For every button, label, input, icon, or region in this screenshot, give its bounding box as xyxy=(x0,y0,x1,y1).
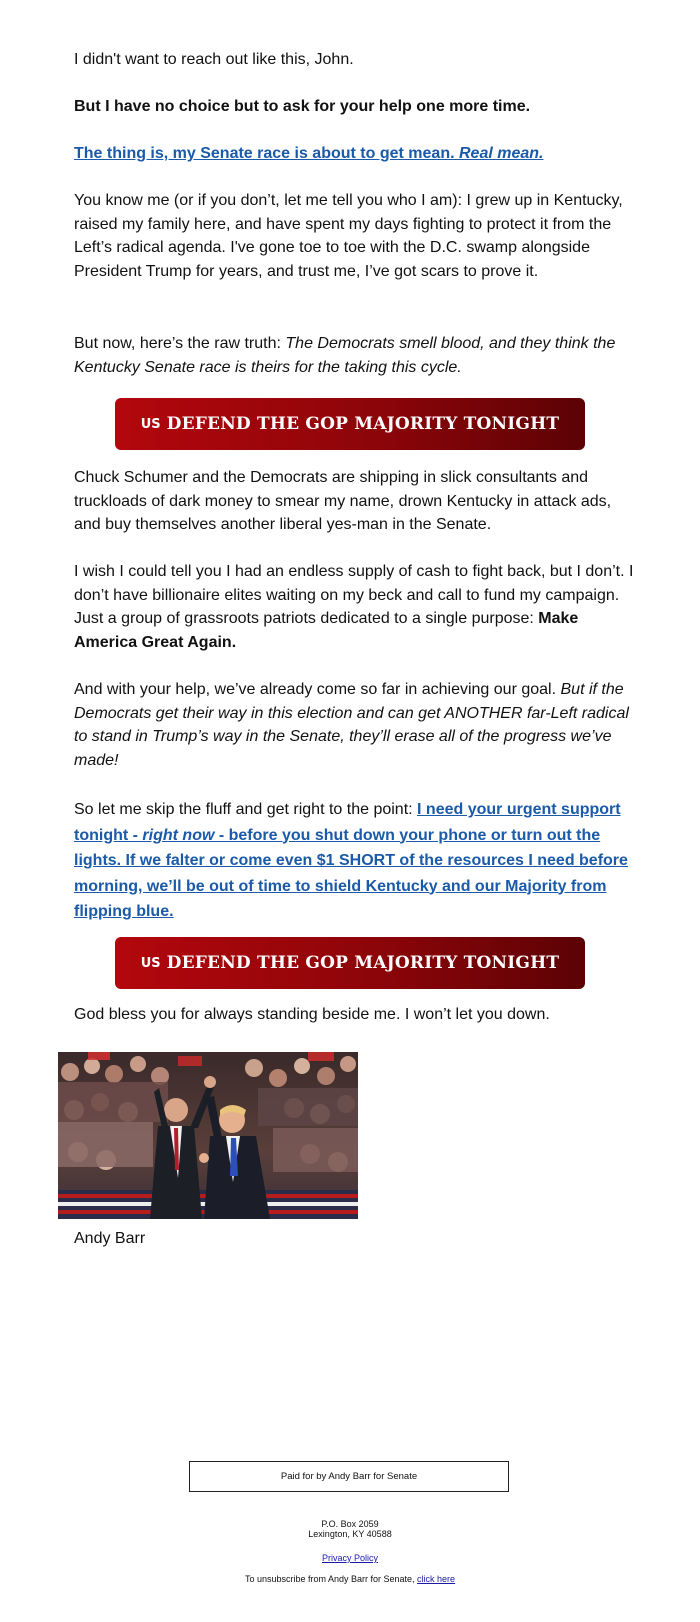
senate-race-paragraph xyxy=(74,142,634,166)
about-me-paragraph: You know me (or if you don’t, let me tell you who I am): I grew up in Kentucky, raised my family here, and have spent my days fighting to protect it from the Left’s radical agenda. I've gone toe to toe with the D.C. swamp alongside President Trump for years, and trust me, I’ve got scars to prove it. xyxy=(74,192,623,280)
privacy-policy-row xyxy=(0,1553,700,1563)
ask-paragraph: But I have no choice but to ask for your help one more time. xyxy=(74,98,531,115)
us-flag-icon: US xyxy=(140,955,161,971)
defend-gop-majority-button-2[interactable] xyxy=(115,937,585,989)
rally-photo-image xyxy=(58,1052,358,1219)
signature: Andy Barr xyxy=(74,1230,146,1247)
schumer-paragraph: Chuck Schumer and the Democrats are shipping in slick consultants and truckloads of dark money to smear my name, drown Kentucky in attack ads, and buy themselves another liberal yes-man in the Senate. xyxy=(74,469,612,533)
closing-paragraph: God bless you for always standing beside me. I won’t let you down. xyxy=(74,1006,550,1023)
unsubscribe-link[interactable]: click here xyxy=(417,1574,456,1584)
rally-photo xyxy=(58,1052,358,1219)
unsubscribe-row xyxy=(0,1574,700,1584)
cta-label: DEFEND THE GOP MAJORITY TONIGHT xyxy=(166,953,560,973)
progress-paragraph: And with your help, we’ve already come so far in achieving our goal. But if the Democrats get their way in this election and can get ANOTHER far-Left radical to stand in Trump’s way in the Senate, they’ll erase all of the progress we’ve made! xyxy=(74,681,629,769)
paid-for-disclaimer: Paid for by Andy Barr for Senate xyxy=(189,1461,509,1492)
privacy-policy-link[interactable]: Privacy Policy xyxy=(321,1553,378,1563)
unsubscribe-text: To unsubscribe from Andy Barr for Senate, xyxy=(244,1574,415,1584)
mailing-address-line-2: Lexington, KY 40588 xyxy=(308,1529,392,1539)
cta-label: DEFEND THE GOP MAJORITY TONIGHT xyxy=(166,414,560,434)
mailing-address-line-1: P.O. Box 2059 xyxy=(321,1519,379,1529)
urgent-support-link[interactable]: I need your urgent support tonight - right now - before you shut down your phone or turn out the lights. If we falter or come even $1 SHORT of the resources I need before morning, we’ll be out of time to shield Kentucky and our Majority from flipping blue. xyxy=(74,801,628,920)
greeting-paragraph: I didn't want to reach out like this, John. xyxy=(74,51,354,68)
urgent-support-paragraph: So let me skip the fluff and get right to the point: I need your urgent support tonight - right now - before you shut down your phone or turn out the lights. If we falter or come even $1 SHORT of the resources I need before morning, we’ll be out of time to shield Kentucky and our Majority from flipping blue. xyxy=(74,801,628,920)
raw-truth-paragraph: But now, here’s the raw truth: The Democrats smell blood, and they think the Kentucky Senate race is theirs for the taking this cycle. xyxy=(74,335,616,376)
cash-paragraph: I wish I could tell you I had an endless supply of cash to fight back, but I don’t. I don’t have billionaire elites waiting on my beck and call to fund my campaign. Just a group of grassroots patriots dedicated to a single purpose: Make America Great Again. xyxy=(74,563,634,651)
defend-gop-majority-button[interactable] xyxy=(115,398,585,450)
senate-race-link[interactable]: The thing is, my Senate race is about to get mean. Real mean. xyxy=(74,145,544,162)
us-flag-icon: US xyxy=(140,416,161,432)
